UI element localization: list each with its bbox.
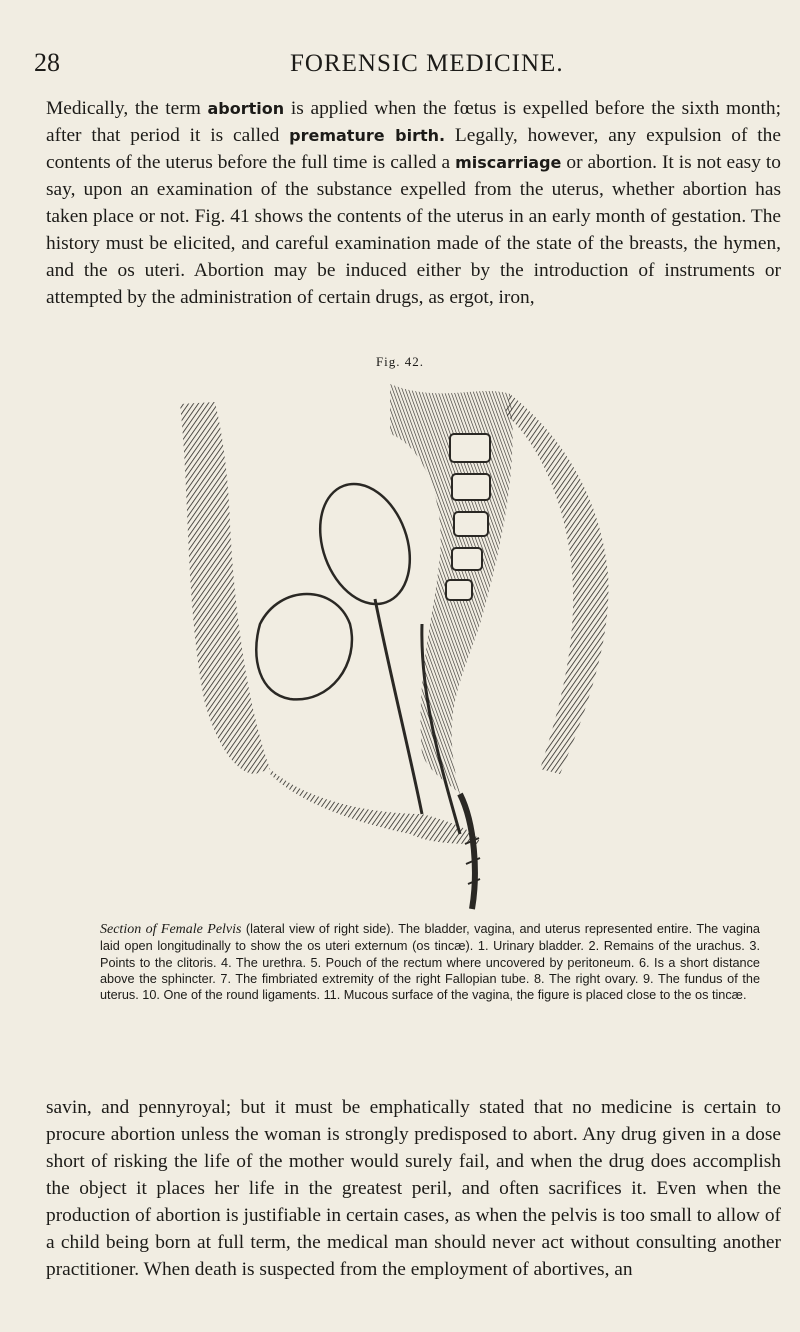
page-header xyxy=(0,48,800,88)
pelvis-section-illustration xyxy=(160,374,620,914)
text-run: is applied when the fœtus is expelled before the sixth month; after that period it is called xyxy=(46,98,781,146)
term-premature-birth: premature birth. xyxy=(289,126,446,145)
figure-label: Fig. 42. xyxy=(375,354,425,369)
bladder xyxy=(256,594,352,699)
abdominal-wall xyxy=(180,402,270,774)
term-abortion: abortion xyxy=(207,99,285,118)
posterior-muscles xyxy=(505,394,608,774)
coccyx-tail xyxy=(460,794,475,909)
term-miscarriage: miscarriage xyxy=(455,153,562,172)
caption-text: (lateral view of right side). The bladder, vagina, and uterus represented entire. The vagina laid open longitudinally to show the os uteri externum (os tincæ). 1. Urinary bladder. 2. Remains of the urachus. 3. Points to the clitoris. 4. The urethra. 5. Pouch of the rectum where uncovered by peritoneum. 6. Is a short distance above the sphincter. 7. The fimbriated extremity of the right Fallopian tube. 8. The right ovary. 9. The fundus of the uterus. 10. One of the round ligaments. 11. Mucous surface of the vagina, the figure is placed close to the os tincæ. xyxy=(100,922,760,1003)
body-paragraph-2: savin, and pennyroyal; but it must be emphatically stated that no medicine is certain to procure abortion unless the woman is strongly predisposed to abort. Any drug given in a dose short of risking the life of the mother would surely fail, and when the drug does accomplish the object it places her life in the greatest peril, and often sacrifices it. Even when the production of abortion is justifiable in certain cases, as when the pelvis is too small to allow of a child being born at full term, the medical man should never act without consulting another practitioner. When death is suspected from the employment of abortives, an xyxy=(46,1097,781,1280)
uterus xyxy=(304,471,425,616)
text-run: Legally, however, any expulsion of the contents of the uterus before the full time is called a xyxy=(46,125,781,173)
page-number: 28 xyxy=(34,48,60,77)
body-paragraph-1 xyxy=(46,95,781,311)
vagina xyxy=(375,599,422,814)
text-run: Medically, the term xyxy=(46,98,208,119)
caption-title: Section of Female Pelvis xyxy=(100,922,242,937)
running-title: FORENSIC MEDICINE. xyxy=(290,50,564,77)
text-run: or abortion. It is not easy to say, upon an examination of the substance expelled from the uterus, whether abortion has taken place or not. Fig. 41 shows the contents of the uterus in an early month of gestation. The history must be elicited, and careful examination made of the state of the breasts, the hymen, and the os uteri. Abortion may be induced either by the introduction of instruments or attempted by the administration of certain drugs, as ergot, iron, xyxy=(46,152,781,308)
figure-caption xyxy=(100,921,760,1003)
